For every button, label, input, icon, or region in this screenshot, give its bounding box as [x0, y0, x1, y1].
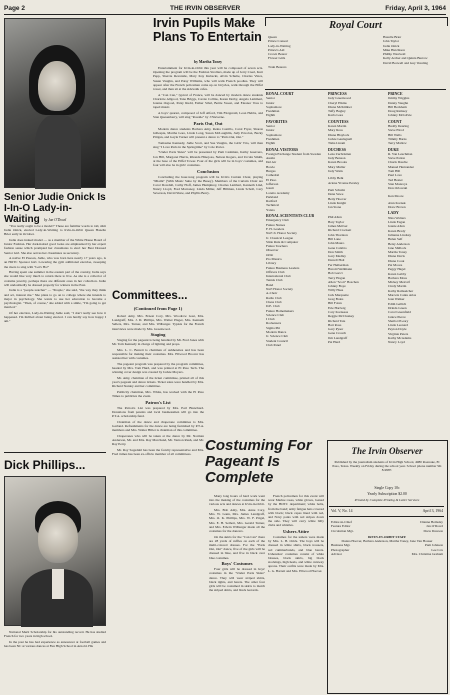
court-entry: Johnny McGilvie	[388, 113, 412, 118]
paper-name: THE IRVIN OBSERVER	[170, 4, 241, 12]
subhead: Patron's List	[145, 399, 171, 405]
court-entry: Pro Musica	[266, 256, 282, 261]
paragraph: National Merit Scholarship for his outstanding record. He has studied French for two years in high school.	[4, 630, 106, 639]
court-name: John Taylor	[383, 39, 399, 44]
court-entry: Karen Brady	[388, 228, 406, 233]
court-entry: Kathy Ramseicher	[388, 288, 414, 293]
staff-role: Advisor	[331, 552, 342, 557]
court-entry: Diane Davis	[388, 254, 405, 259]
court-entry: Manuel Hernandez	[388, 164, 414, 169]
court-entry: John Thornton	[328, 232, 348, 237]
court-entry: Radford	[266, 199, 278, 204]
court-entry: Jimmy Wiggins	[388, 96, 410, 101]
court-entry: Library	[266, 261, 277, 266]
court-label: Crown Bearer	[268, 52, 288, 57]
court-entry: Barbara Moss	[388, 275, 407, 280]
paragraph: Mr. Roy Sagedahl has been the faculty representative and Mrs. Fred James has been ex-officio member of all committees.	[112, 447, 204, 456]
paragraph: Staging for the pageant is being handled by Mr. Fred Jones with Mr. Tom Kennedy in charge of lighting and props.	[112, 338, 204, 347]
court-entry: Jean Walker	[388, 297, 405, 302]
court-right-column	[388, 92, 446, 438]
paragraph: Entertainment for Irvin-in-Orbit this year will be composed of seven acts. Opening the program will be the Fashion Strollers, made up of Jerry Creel, Kurt Papp, Sherrie Revenide, Mary Kay Kubecki, Alvin Schulte, Charles Vince, Susan Vaughn, and Patsy Williams, who will walk French poodles. They will appear after the French policemen come up on bicycles, walk through the Eiffel tower, and then sit at the sidewalk cafes.	[153, 66, 263, 92]
court-entry: Janice Pierce	[388, 314, 406, 319]
court-entry: Orbit	[266, 252, 274, 257]
court-section-heading: ROYAL VISITORS	[266, 147, 299, 152]
court-entry: Jim Landgraff	[328, 335, 348, 340]
court-entry: Mary Muller	[328, 164, 346, 169]
court-entry: Future Business Leaders	[266, 265, 300, 270]
staff-role: Feature Editor	[331, 524, 351, 529]
paragraph: "You really ought to be a model!" These are familiar words to tall, slim Judie Onick, elected Lady-in-Waiting to Irvin-in-Orbit Queen Hazelle Brier early in October.	[4, 224, 106, 237]
court-entry: Club Panel	[266, 342, 281, 347]
subhead: Paris Out, Out	[193, 120, 223, 126]
court-entry: Bart Ross	[328, 322, 342, 327]
court-entry: Marcela Cantu Arias	[388, 293, 417, 298]
staff-name: Jan O'Dowd	[426, 524, 443, 529]
court-entry: Bill Wells	[388, 132, 402, 137]
paragraph: Costumes for the ushers were made by Mrs. L. B. Orick. The boys will be dressed in white shirts, black trousers, red cummerbunds, and blue berets. Usherettes' costumes consist of white blouses, black skirts, big black stockings, high heels, and white cutaway aprons. Their outfits were made by Mrs. L. G. Barrett and Mrs. Ellwood Hoover.	[268, 535, 324, 573]
court-entry: Carol Greenfield	[388, 310, 411, 315]
court-entry: Alan Kornak	[388, 200, 406, 205]
page-number: Page 2	[4, 4, 25, 12]
court-label: Flower Girls	[268, 56, 286, 61]
court-entry: Future Homemakers	[266, 308, 294, 313]
court-entry: Austin	[266, 156, 276, 161]
committees-continued: (Continued from Page 1)	[133, 306, 183, 311]
court-entry: Arlene Yvonne Persley	[328, 180, 360, 185]
court-entry: Paul Love	[388, 173, 402, 178]
court-entry: Virginia Peters	[388, 331, 409, 336]
court-entry: Diane Cook	[388, 258, 405, 263]
court-entry: Stan Monroya	[388, 181, 408, 186]
court-label: Prince Consort	[268, 39, 289, 44]
staff-role: Editor-in-Chief	[331, 520, 352, 524]
court-entry: Steve Patton	[388, 156, 406, 161]
court-entry: Cathedral	[266, 173, 280, 178]
staff-heading: IRVIN-IN-ORBIT STAFF	[367, 534, 407, 539]
court-label: Lady-in-Waiting	[268, 43, 291, 48]
court-entry: Betsy Anderson	[388, 241, 410, 246]
court-entry: Gary Medley	[328, 254, 346, 259]
court-entry: Science Club	[266, 312, 284, 317]
court-entry: Jan Stone	[328, 205, 342, 210]
masthead-staff	[331, 520, 443, 556]
phillips-headline: Dick Phillips...	[4, 458, 86, 472]
volume-date: April 3, 1964	[422, 509, 443, 513]
entertain-article-body	[153, 66, 263, 286]
committees-article-body	[112, 314, 204, 692]
staff-role: Business Mgr.	[331, 543, 351, 548]
paragraph: On the skirts for the "Can Can" there are 28 yards of ruffles on each of the multi-colored dresses. For the "Paris Out, Out" dance, five of the girls will be dressed in blue, and five in black over blue costumes.	[209, 534, 265, 560]
court-entry: Senior	[266, 96, 275, 101]
court-entry: F. H. Leaders	[266, 226, 285, 231]
court-entry: D.E. Club	[266, 304, 280, 309]
court-entry: Nat'l Honor Society	[266, 287, 293, 292]
court-label: Prince's Aid	[268, 47, 285, 52]
court-entry: Eighth	[266, 113, 276, 118]
masthead-price: Single Copy 10c	[374, 486, 400, 490]
costuming-article-body	[209, 494, 265, 692]
court-entry: Freshmen	[266, 136, 280, 141]
court-entry: Cary Kornseas	[328, 309, 349, 314]
paragraph: Modern dance students Barbara Amy, Reina Castillo, Carol Fryer, Sharon Gillespie, Martha Gore, Linda Long, Susan McLaughlin, Judy Pavolon, Becky Pittgan, and Gayle Turner will present a dance to "Paris Out, Out."	[153, 126, 263, 140]
court-entry: Eighth	[266, 141, 276, 146]
court-entry: Tisha Linam	[328, 141, 346, 146]
staff-row	[331, 529, 443, 533]
court-entry: Terry Mallow	[388, 141, 407, 146]
court-entry: Senior	[266, 124, 275, 129]
masthead-description: Published by the journalism students of Irvin High School, 4980 Roanoke, El Paso, Texas. Weekly on Friday during the school year. School phone number SK 8-9987.	[332, 460, 442, 473]
court-entry: Peyton Doyle	[388, 327, 407, 332]
subhead: Ushers Attire	[282, 529, 310, 535]
court-entry: Emergency Club	[266, 218, 289, 223]
staff-row	[331, 552, 443, 556]
paragraph: Judie is a "people-watcher" — "People," she said, "the way they think and act, interest me." She plans to go on to college where she intends to major in psychology. She wants to use her education to become a psychologist. "Then, of course," she added with a smile, "I'm going to get married."	[4, 288, 106, 310]
court-entry: Helen Self	[388, 237, 403, 242]
court-entry: Karen Brooks	[328, 160, 347, 165]
court-entry: Mary Ross	[328, 128, 343, 133]
staff-name: Mrs. Christina Graham	[411, 552, 443, 557]
paragraph: The Patron's List was prepared by Mrs. Earl Blanchard. Donations from parents and local businessmen will go into the P.T.A. scholarship fund.	[112, 405, 204, 419]
court-entry: Rocketeers	[266, 321, 282, 326]
court-section-heading: LADY	[388, 211, 399, 216]
court-entry: International Club	[266, 274, 291, 279]
court-entry: Jackie Gaulagnell	[328, 136, 353, 141]
court-label: Queen	[268, 35, 277, 39]
court-entry: Nina Walters	[388, 215, 406, 220]
court-middle-column	[328, 92, 386, 438]
court-name: Mike Hutchison	[383, 47, 405, 52]
court-entry: John Mauro	[328, 241, 345, 246]
court-entry: Linda Knight	[328, 200, 347, 205]
court-entry: Observer	[266, 248, 279, 253]
court-entry: Cindy Martin	[388, 284, 407, 289]
court-entry: Martha Toney	[388, 250, 408, 255]
court-entry: Jeanie Allen	[388, 224, 405, 229]
court-entry: Drew Brown	[388, 205, 406, 210]
page-header	[4, 3, 446, 13]
court-title: Royal Court	[329, 20, 382, 31]
court-entry: Junior	[266, 128, 275, 133]
court-entry: Dena Sawe	[328, 192, 344, 197]
court-entry: Sophomore	[266, 132, 282, 137]
paragraph: The pageant program was prepared by the program committee, headed by Mrs. Tom Hurd, and was printed at El Paso Tech. The winning cover design was created by Jackie Moyers.	[112, 362, 204, 375]
paragraph: Judie does indeed model — as a member of the White House Board of Junior Fashion. Her dark-haired good looks are emphasized by her expert fashion sense which prompted her classmates to elect her Best Dressed Senior Girl. She also serves her classmates as secretary.	[4, 238, 106, 255]
court-entry: Edith Gallich	[388, 301, 407, 306]
dick-phillips-photo	[4, 476, 106, 626]
court-entry: Harold Wellmann	[328, 266, 353, 271]
court-entry: Sigma Phi	[266, 325, 281, 330]
court-entry: Bowie	[266, 164, 275, 169]
court-entry: Modern Dance	[266, 330, 287, 335]
ushers-article-body	[268, 494, 324, 692]
court-entry: Officers Club	[266, 269, 285, 274]
court-entry: Jack Marquette	[328, 292, 349, 297]
court-left-column	[266, 92, 324, 438]
court-entry: Lena Zuchristien	[328, 151, 352, 156]
staff-role: Photographer	[331, 547, 350, 552]
court-entry: Danny Vaughn	[388, 100, 409, 105]
court-entry: Ken Moore	[388, 193, 404, 198]
paragraph: Robert Amy, Mrs. Ernest Cory, Mrs. Woodrow Gast, Mrs. Landgraff, Mrs. J. D. Phillips, Mrs. Walter Plager, Mrs. Kenneth Sellers, Mrs. Turner, and Mrs. Wilburger. Typists for the French interviews were made by Mrs. Greenwood.	[112, 314, 204, 331]
judie-headline: Senior Judie Onick Is I-In-O Lady-in-Waiting	[4, 192, 106, 225]
court-entry: Jr. Science Club	[266, 334, 288, 339]
court-name: Judie Onick	[383, 43, 400, 48]
header-rule	[4, 14, 446, 15]
court-entry: Kathy McAdams	[388, 336, 412, 341]
court-entry: Johnny Boye	[328, 284, 346, 289]
court-entry: Greg Boles	[328, 297, 344, 302]
volume-line	[331, 509, 443, 513]
subhead: Boys' Costumes	[221, 561, 253, 567]
court-section-heading: ROYAL COURT	[266, 92, 294, 96]
court-entry: Steve Elrod	[388, 128, 404, 133]
court-entry: Sophomore	[266, 104, 282, 109]
court-section-heading: PRINCESS	[328, 92, 347, 96]
court-entry: Karla Gore	[328, 113, 344, 118]
court-entry: Karen Gabby	[388, 271, 407, 276]
court-entry: Diana McKimber	[328, 104, 352, 109]
court-entry: Freshman	[266, 109, 280, 114]
court-entry: Junior	[266, 100, 275, 105]
staff-name: Lee Cox	[431, 547, 443, 552]
court-entry: Timmy Barns	[388, 136, 407, 141]
court-entry: Jesuit	[266, 186, 274, 191]
paragraph: Four girls will be dressed in boys' costumes in the "Under Paris Skies" dance. They will wear striped shirts, black tights, and berets. The other four girls will be costumed in skirts to match the striped shirts, and black leotards.	[209, 567, 265, 593]
court-entry: Linda Leonard	[388, 323, 409, 328]
paragraph: A boys' quartet, composed of Jeff Alford, Tim Fitzgerald, Leon Hebbs, and Stan Quesenberry, will sing "Rosalie" by J Nieverne.	[153, 110, 263, 120]
court-entry: Judy Watts	[328, 169, 343, 174]
court-entry: Band	[266, 282, 274, 287]
court-entry: Del Air	[266, 160, 277, 165]
court-entry: Linda Eagan	[388, 220, 406, 225]
court-top-names	[383, 35, 445, 87]
court-entry: Erie Hartwig	[328, 305, 346, 310]
court-entry: Fer Heiberman	[328, 262, 349, 267]
court-divider	[265, 89, 446, 90]
paragraph: Mrs. L. C. Barrett is chairman of ushherettes and has been responsible for making their costumes. Mrs. Ellwood Hoover has assisted her with costumes.	[112, 348, 204, 361]
judie-onick-photo	[4, 18, 106, 188]
paragraph: Of her election, Lady-in-Waiting Judie said, "I don't really see how it happened. I'm thrilled about being elected. I can hardly say how happy I am."	[4, 310, 106, 324]
court-entry: R. Van Leuchman	[388, 151, 413, 156]
staff-name: Dianne Hemsley	[420, 520, 443, 524]
court-entry: Bary Taylor	[328, 219, 345, 224]
court-entry: Pat Hurd	[328, 340, 341, 345]
court-entry: Don Smith	[328, 249, 343, 254]
paragraph: "Under Paris Skies" will be presented by Pam Cashman, Kathy Guerrero, Jon Hill, Margaret Harris, Rhonda Hinojosa, Nelson Rogers, and Urcula Smith, at the base of the Eiffel Tower. Four of the girls will be in boys' costumes, and four will also be in girls' costumes.	[153, 150, 263, 168]
costuming-headline: Costuming For Pageant Is Complete	[205, 437, 312, 486]
court-entry: Chuck Dasche	[388, 160, 408, 165]
court-entry: Jane Shillock	[388, 245, 407, 250]
court-entry: Burges	[266, 169, 276, 174]
court-name: Kelly Archer and Quinta Burrow	[383, 56, 428, 61]
court-entry: Tom Hill	[388, 169, 401, 174]
phillips-article-body	[4, 630, 106, 692]
court-section-heading: ROYAL SCIENTISTS CLUB	[266, 214, 314, 219]
court-name: Hazelle Brier	[383, 35, 402, 39]
court-entry: A-Choir	[266, 291, 278, 296]
paragraph: Publicity chairman, Mrs. White, has worked with the El Paso Times to publicize the event.	[112, 390, 204, 399]
court-entry: Loretto Academy	[266, 190, 290, 195]
court-entry: Bill Folan	[328, 301, 342, 306]
court-entry: Terry Hogan	[328, 275, 346, 280]
committees-headline: Committees...	[112, 290, 188, 302]
volume-number: Vol. V, No. 14	[331, 509, 353, 513]
court-section-heading: DUCHESS	[328, 147, 346, 152]
court-entry: Bill Lane	[328, 236, 341, 241]
court-entry: Richard Tate	[328, 318, 346, 323]
divider	[4, 452, 106, 453]
court-entry: Darrell Holt	[328, 258, 345, 263]
court-entry: El Paso	[266, 177, 277, 182]
court-gap	[328, 344, 386, 346]
court-entry: Sheila O'Leary	[388, 318, 409, 323]
court-entry: James Mebver	[328, 224, 348, 229]
staff-role: Circulation Mgr.	[331, 528, 354, 533]
masthead-rule	[329, 506, 444, 507]
court-entry: Pam Schultz	[328, 187, 346, 192]
court-entry: Ted Hester	[388, 177, 403, 182]
paragraph: A native El Pasoan, Judie, who was born here nearly 17 years ago, is an HOTC Sponsor Girl. Lowering the gym additional exercise, sweeping the risers to sing with "Let's Ha!"	[4, 256, 106, 269]
court-top-labels	[268, 35, 328, 87]
entertain-byline: by Martha Toney	[193, 60, 223, 64]
court-entry: Willy Haas	[328, 288, 344, 293]
court-entry: Phil Allen	[328, 215, 342, 220]
court-entry: Parkland	[266, 194, 279, 199]
subhead: Conclusion	[197, 168, 219, 174]
paragraph: Having spent one summer in the eastern part of the country, Judie says she would like very much to return there to live. As she is a collector of costume jewelry, perhaps there are different ones in her collection. Judie will undoubtedly be dressed properly for winters in the East.	[4, 270, 106, 287]
paragraph: Mrs. Bob Amy, Mrs. Anne Cory, Mrs. W. Gann, Mrs. James Landgraff, Mrs. O. K. Phillips, Mrs. W. F. Prigel, Mrs. E. H. Seibert, Mrs. Gerald Turner, and Mrs. Edwin Wilburger made all the costumes for the dancers.	[209, 508, 265, 534]
paragraph: Many long hours of hard work went into the making of the costumes for the various acts and dances at Irvin-in-Orbit.	[209, 494, 265, 507]
court-gap	[266, 347, 324, 349]
court-entry: Gary Pyser	[328, 327, 344, 332]
masthead-title: The Irvin Observer	[351, 446, 423, 456]
paragraph: Chaperones who will be taken at the dance by Mr. Norman Anderson, Mr. and Mrs. Ray Marchand, Mr. Vernon Rush, and Mr. Ray Perry.	[112, 433, 204, 447]
court-entry: Nat'l Jr. Honor Society	[266, 231, 297, 236]
paragraph: Tomasine Kennedy, Judie Scott, and Sue Vaughn, the Girls' Trio, will then sing "I Love Paris in the Springtime" by Cole Porter.	[153, 140, 263, 149]
court-section-heading: COUNTESS	[328, 119, 349, 124]
court-entry: Future Nurses	[266, 222, 286, 227]
court-entry: Drinda Green	[388, 305, 407, 310]
court-name: Phillip Westveid	[383, 52, 406, 57]
judie-article-body	[4, 224, 106, 450]
court-section-heading: PRINCE	[388, 92, 403, 96]
court-entry: Karen Martin	[328, 124, 347, 129]
paragraph: Chairman of the dance and chaperone committee is Mrs. Garland. Refreshments for the dance are being furnished by P.T.A. members and Mrs. Walter Hiller is chairman of this committee.	[112, 419, 204, 433]
court-entry: Foreign Exchange Student from Sweden	[266, 151, 321, 156]
masthead-rule	[329, 516, 444, 517]
court-entry: Cheryl Elkins	[328, 100, 347, 105]
court-entry: Libby Belk	[328, 176, 344, 181]
court-label: Train Bearers	[268, 64, 287, 69]
court-entry: Jefferson	[266, 181, 279, 186]
masthead-subscription: Yearly Subscription $2.00	[367, 492, 407, 496]
masthead-box	[327, 440, 448, 694]
court-entry: Buddy Dearing	[388, 124, 409, 129]
court-entry: Doug Ramsey	[388, 109, 408, 114]
judie-byline: by Jan O'Dowd	[43, 218, 67, 222]
court-name: David Boswell and Guy Vessling	[383, 60, 428, 65]
court-entry: Judy Greenwood	[328, 96, 352, 101]
court-entry: Gene Crouch	[328, 331, 346, 336]
court-entry: Gene Calabro	[328, 245, 347, 250]
court-entry: Reggie McCluskey	[328, 314, 355, 319]
court-entry: Peggy Hagel	[388, 267, 406, 272]
paragraph: A "Can Can," typical of France, will be danced by modern dance students Charlotte Allgood, Tana Briggs, Carole Collins, Karen Derby, Angela Lammert, Jeanne Osgood, Patsy Rudd, Esther Sibal, Bettie Sweet, and Eleanor Voss to taped music.	[153, 92, 263, 110]
court-section-heading: DUKE	[388, 147, 399, 152]
court-entry: Julianne Lindsay	[388, 232, 412, 237]
staff-name: Pam Johnson	[425, 543, 443, 548]
court-entry: Judy Benson	[328, 156, 346, 161]
entertain-headline: Irvin Pupils Make Plans To Entertain	[153, 16, 262, 44]
court-entry: Mickey Metcalf	[388, 280, 410, 285]
court-entry: Allen "Scott" Boschen	[328, 279, 359, 284]
court-entry: Pat Moore	[388, 262, 403, 267]
court-entry: Bob Gucci	[328, 271, 343, 276]
staff-list: Donna Hoover, Barbara Anderson, Martha Toney, Jane Van Houser	[341, 539, 433, 544]
court-section-heading: FAVORITES	[266, 119, 288, 124]
court-entry: Betty Hoover	[328, 196, 347, 201]
court-entry: I Club	[266, 317, 275, 322]
court-entry: Jr. Classical League	[266, 235, 294, 240]
court-gap	[388, 345, 446, 347]
paragraph: Mr. Amy, chairman of the ticket committee, printed all of this year's pageant and dance tickets. Ticket sales were handled by Mrs. Richard Stanley and her committee.	[112, 376, 204, 389]
court-entry: Richard Crockett	[328, 228, 352, 233]
subhead: Staging	[150, 332, 166, 338]
court-entry: Ysleta	[266, 207, 275, 212]
paragraph: French policemen for this event will wear Marine roses, white gloves, loaned by the HOTC department; white belts, from the band; army fatigue hats covered with black; black capes lined with red, and Navy pants with red stripes down the side. They will carry white billy clubs and whistles.	[268, 494, 324, 528]
court-entry: Don Orlowski	[388, 186, 408, 191]
court-entry: Diane Blaylock	[328, 132, 350, 137]
court-entry: Chess Club	[266, 299, 282, 304]
paragraph: Concluding the hour-long program will be Irvin's Curtain Choir, playing "Miami" (With Music Suite by the Busey). Members of the Curtain Choir are Carol Dowdall, Cathy Hoff, James Humphrey, Charles Lambert, Kenneth Lind, Nancy Lloyd, Fred Marroney, Linda Miller, Jeff Hillman, Linda Scholl, Cary Severson, David Shaw, and Phyllis Berry.	[153, 174, 263, 196]
court-entry: Future Teachers	[266, 244, 288, 249]
paragraph: In the past he has had experience as announcer at football games and has been NC at various dances at Fun High School in Arnold. His	[4, 639, 106, 648]
court-entry: Technical	[266, 203, 280, 208]
court-entry: Bill Beckham	[388, 104, 407, 109]
court-entry: Student Council	[266, 338, 288, 343]
court-entry: Tennis Club	[266, 278, 283, 283]
court-entry: Nancy Loyd	[388, 340, 405, 345]
staff-name: Drew Dawson	[423, 528, 443, 533]
court-entry: Slide Rule & Computer	[266, 239, 299, 244]
court-section-heading: COUNT	[388, 119, 402, 124]
court-entry: Radio Club	[266, 295, 282, 300]
court-entry: Taffy Bagley	[328, 109, 346, 114]
masthead-printer: Printed by Complete Printing & Letter Services	[354, 498, 420, 502]
issue-date: Friday, April 3, 1964	[385, 4, 446, 12]
